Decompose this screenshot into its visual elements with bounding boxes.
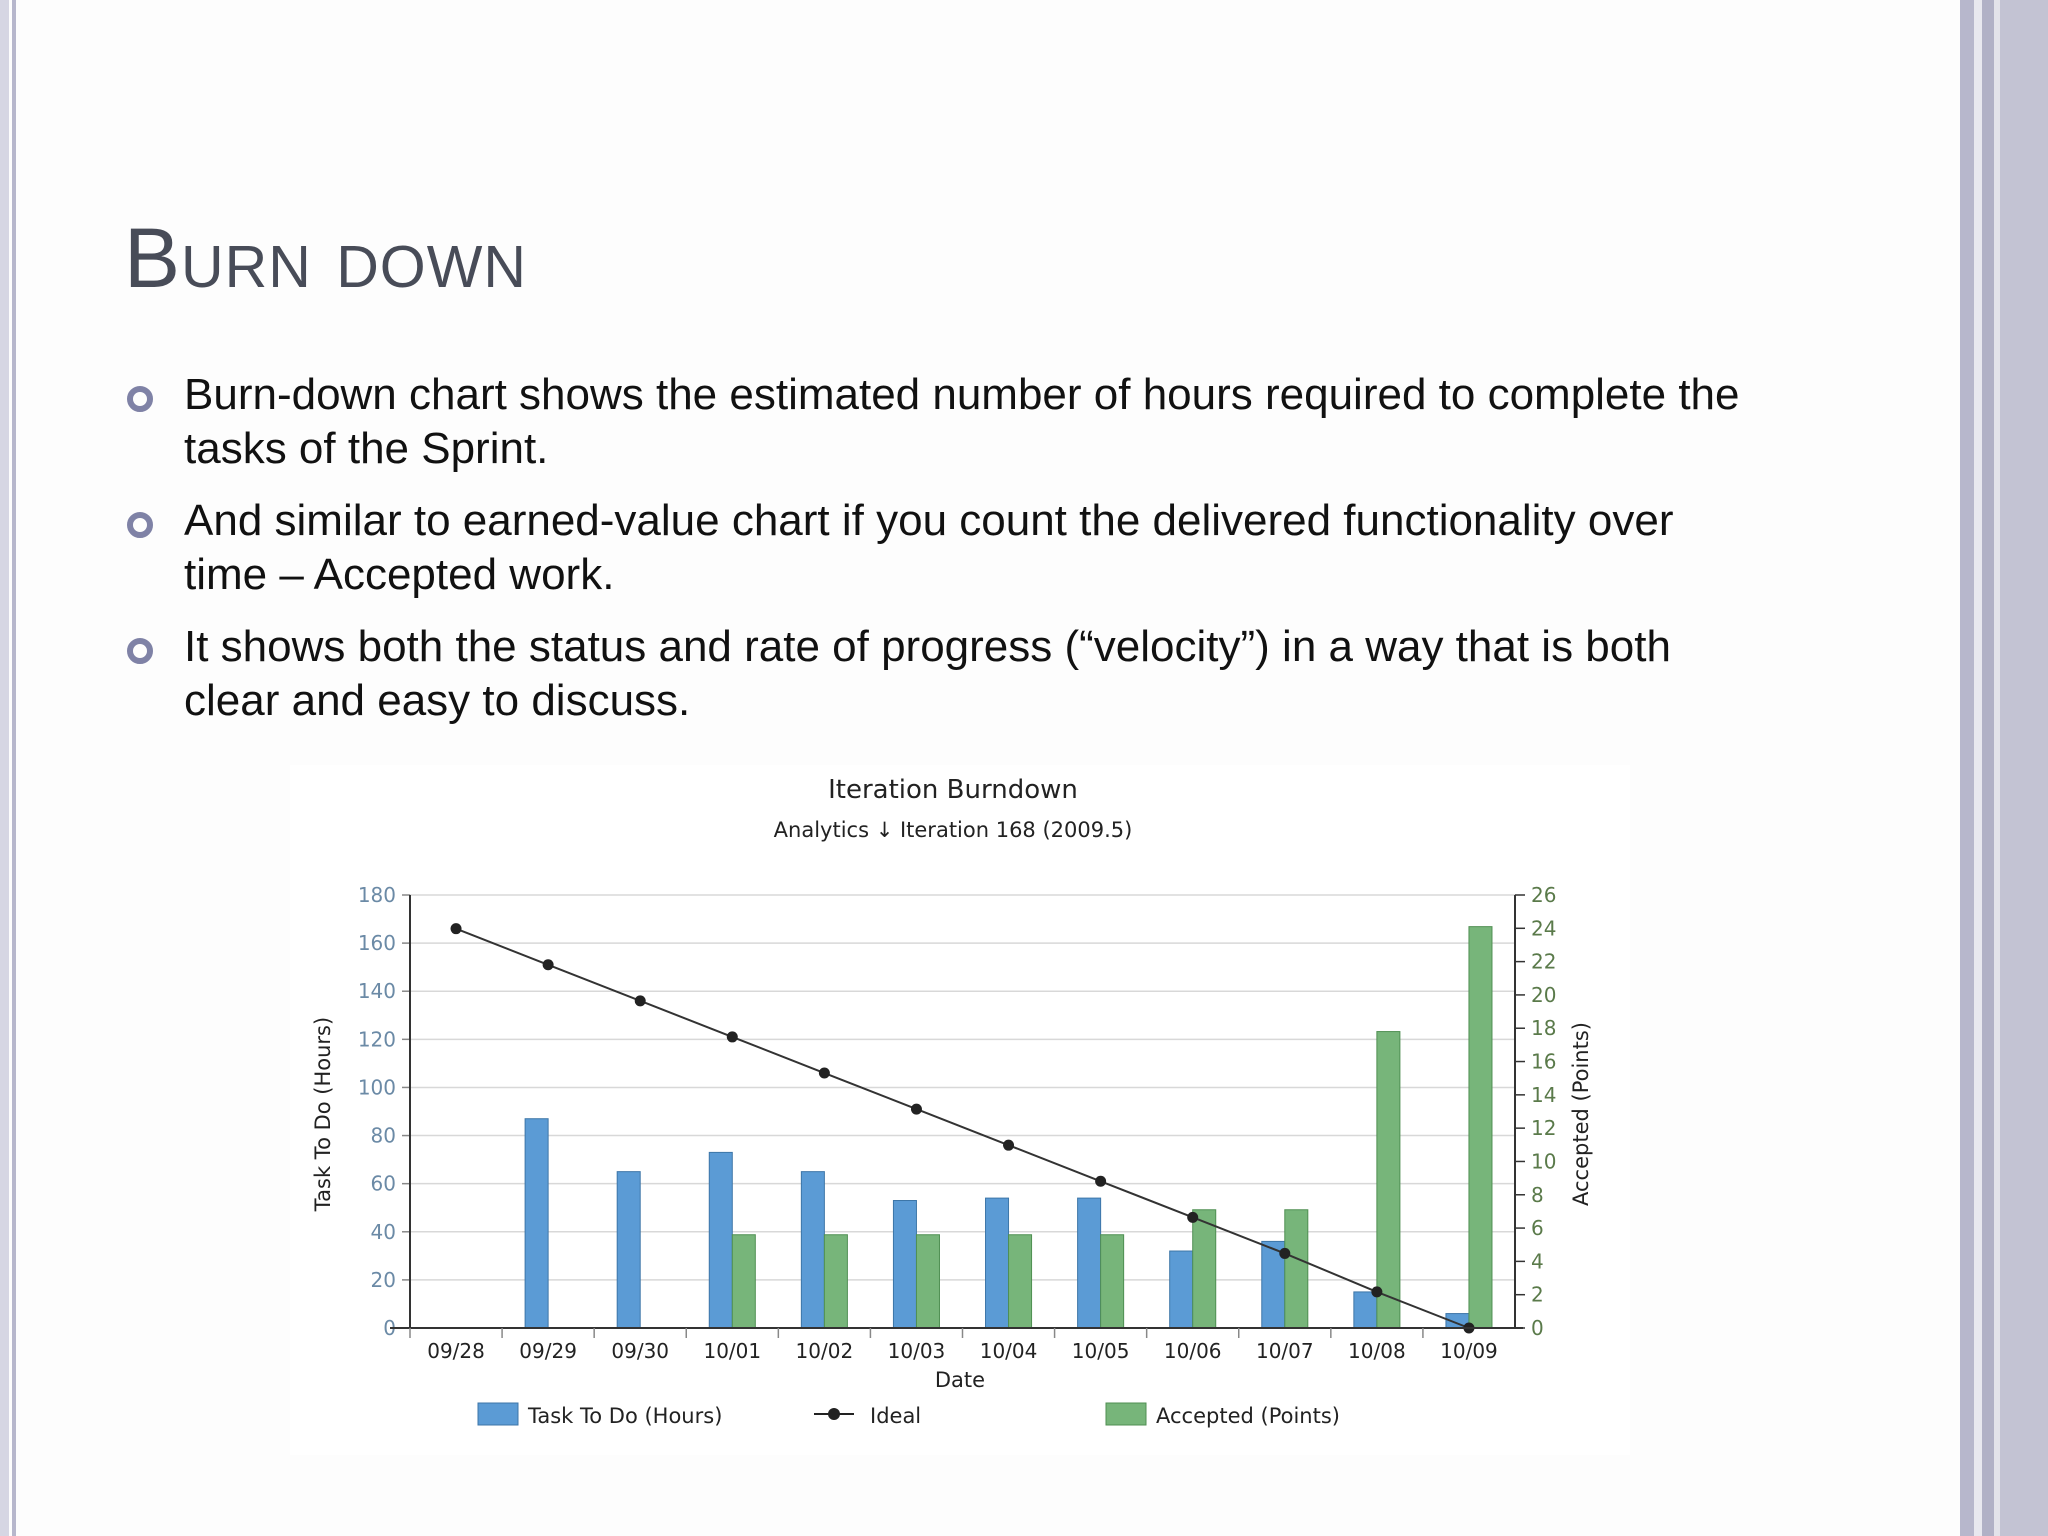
ideal-point: [819, 1068, 830, 1079]
legend-label-ideal: Ideal: [870, 1404, 922, 1428]
ideal-point: [1187, 1212, 1198, 1223]
y2-tick-label: 14: [1531, 1082, 1557, 1107]
ideal-point: [635, 995, 646, 1006]
y-tick-label: 40: [370, 1219, 396, 1244]
burndown-chart-svg: [290, 765, 1630, 1455]
bullet-text: It shows both the status and rate of progress (“velocity”) in a way that is both clear and easy to discuss.: [184, 622, 1671, 725]
ideal-point: [1371, 1286, 1382, 1297]
bullet-list: [124, 368, 1764, 746]
bar-task-to-do: [986, 1198, 1009, 1328]
ideal-point: [1279, 1248, 1290, 1259]
bar-accepted: [824, 1235, 847, 1328]
y-axis-label: Task To Do (Hours): [311, 1016, 335, 1212]
legend-swatch-task-to-do: [478, 1403, 518, 1425]
burndown-chart: [290, 765, 1630, 1455]
bar-task-to-do: [617, 1172, 640, 1328]
bullet-text: And similar to earned-value chart if you count the delivered functionality over time – Accepted work.: [184, 496, 1674, 599]
x-tick-label: 09/30: [611, 1339, 670, 1363]
y2-tick-label: 8: [1531, 1182, 1544, 1207]
y-tick-label: 80: [370, 1123, 396, 1148]
slide-border-left: [0, 0, 9, 1536]
y-tick-label: 0: [383, 1316, 396, 1340]
ideal-point: [1095, 1176, 1106, 1187]
y2-tick-label: 26: [1531, 883, 1557, 907]
bullet-ring-icon: [127, 638, 153, 664]
legend-label-task-to-do: Task To Do (Hours): [528, 1404, 723, 1428]
y2-tick-label: 6: [1531, 1216, 1544, 1241]
bullet-item: [124, 494, 1764, 602]
x-tick-label: 10/02: [795, 1339, 854, 1363]
bar-task-to-do: [1078, 1198, 1101, 1328]
bar-accepted: [1469, 927, 1492, 1328]
legend-swatch-ideal-dot: [828, 1408, 840, 1420]
ideal-point: [911, 1104, 922, 1115]
x-tick-label: 10/05: [1071, 1339, 1130, 1363]
slide-border-right-5: [2000, 0, 2048, 1536]
bar-task-to-do: [893, 1201, 916, 1328]
bar-accepted: [732, 1235, 755, 1328]
x-tick-label: 10/07: [1255, 1339, 1314, 1363]
y-tick-label: 20: [370, 1267, 396, 1292]
legend-swatch-accepted: [1106, 1403, 1146, 1425]
x-tick-label: 10/08: [1348, 1339, 1406, 1363]
x-tick-label: 10/03: [887, 1339, 946, 1363]
ideal-point: [1003, 1140, 1014, 1151]
bar-task-to-do: [709, 1152, 732, 1328]
x-tick-label: 10/01: [703, 1339, 762, 1363]
chart-subtitle: Analytics ↓ Iteration 168 (2009.5): [773, 818, 1133, 842]
slide-border-left-inner: [12, 0, 16, 1536]
chart-background: [290, 765, 1630, 1455]
y-tick-label: 160: [357, 931, 396, 956]
y2-tick-label: 4: [1531, 1249, 1544, 1274]
y2-tick-label: 20: [1531, 982, 1557, 1007]
legend-label-accepted: Accepted (Points): [1156, 1404, 1340, 1428]
ideal-point: [543, 959, 554, 970]
bullet-ring-icon: [127, 386, 153, 412]
bullet-item: [124, 368, 1764, 476]
y-tick-label: 140: [357, 979, 396, 1004]
bar-accepted: [1377, 1032, 1400, 1328]
slide-border-right-3: [1982, 0, 1994, 1536]
bar-accepted: [1009, 1235, 1032, 1328]
x-tick-label: 10/09: [1440, 1339, 1498, 1363]
y-tick-label: 120: [357, 1027, 396, 1052]
bar-accepted: [1101, 1235, 1124, 1328]
bar-accepted: [1193, 1210, 1216, 1328]
chart-legend: [478, 1403, 1340, 1428]
x-tick-label: 09/28: [427, 1339, 485, 1363]
bar-task-to-do: [801, 1172, 824, 1328]
y2-tick-label: 18: [1531, 1016, 1557, 1041]
bullet-ring-icon: [127, 512, 153, 538]
slide-border-right: [1960, 0, 1974, 1536]
bar-task-to-do: [1354, 1292, 1377, 1328]
chart-title: Iteration Burndown: [828, 775, 1078, 805]
y2-tick-label: 0: [1531, 1316, 1544, 1340]
ideal-point: [451, 923, 462, 934]
slide-title: Burn down: [124, 211, 527, 305]
y-tick-label: 60: [370, 1171, 396, 1196]
x-tick-label: 09/29: [519, 1339, 577, 1363]
y-tick-label: 180: [357, 883, 396, 907]
y2-tick-label: 24: [1531, 916, 1557, 941]
bullet-text: Burn-down chart shows the estimated number of hours required to complete the tasks of the Sprint.: [184, 370, 1740, 473]
y2-tick-label: 12: [1531, 1116, 1557, 1141]
y2-axis-label: Accepted (Points): [1569, 1022, 1593, 1206]
bar-task-to-do: [1170, 1251, 1193, 1328]
y2-tick-label: 10: [1531, 1149, 1557, 1174]
y-tick-label: 100: [357, 1075, 396, 1100]
bar-task-to-do: [525, 1119, 548, 1328]
y2-tick-label: 2: [1531, 1282, 1544, 1307]
x-axis-label: Date: [934, 1368, 986, 1392]
bar-accepted: [1285, 1210, 1308, 1328]
ideal-point: [727, 1031, 738, 1042]
x-tick-label: 10/04: [979, 1339, 1038, 1363]
bar-accepted: [916, 1235, 939, 1328]
bullet-item: [124, 620, 1764, 728]
slide-border-right-2: [1974, 0, 1982, 1536]
x-tick-label: 10/06: [1163, 1339, 1222, 1363]
y2-tick-label: 16: [1531, 1049, 1557, 1074]
y2-tick-label: 22: [1531, 949, 1557, 974]
